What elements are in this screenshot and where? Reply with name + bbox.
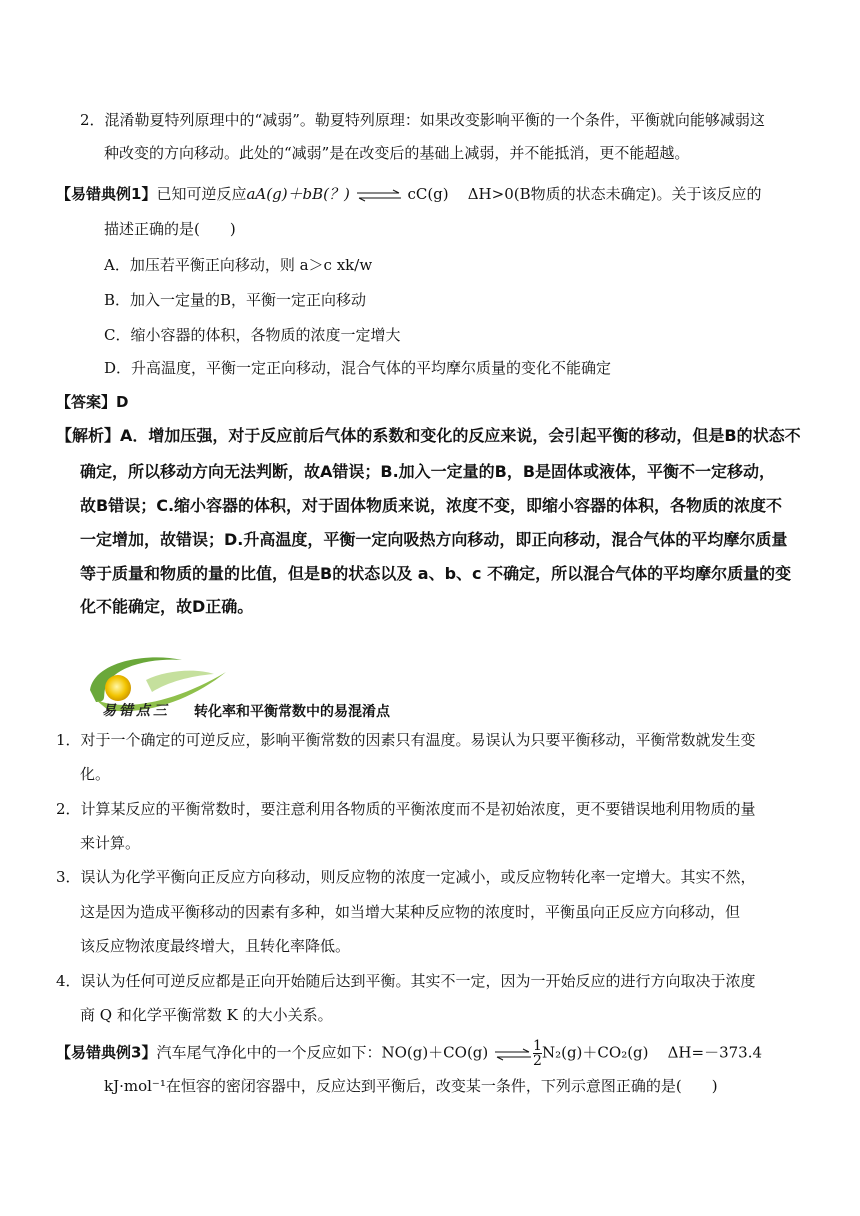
paragraph-2-line-2: 种改变的方向移动。此处的“减弱”是在改变后的基础上减弱，并不能抵消，更不能超越。 <box>104 144 690 162</box>
point-1-line-1: 1．对于一个确定的可逆反应，影响平衡常数的因素只有温度。易误认为只要平衡移动，平衡常数就发生变 <box>56 731 756 749</box>
paragraph-2-line-1: 2．混淆勒夏特列原理中的“减弱”。勒夏特列原理：如果改变影响平衡的一个条件，平衡就向能够减弱这 <box>80 111 765 129</box>
example-1-delta-h: ΔH>0(B物质的状态未确定)。关于该反应的 <box>467 185 762 203</box>
section-3-badge: 易错点三 <box>102 703 170 719</box>
example-1-intro: 已知可逆反应 <box>156 185 247 203</box>
example-1-eq-right: cC(g) <box>407 185 449 203</box>
analysis-line-5: 等于质量和物质的量的比值，但是B的状态以及 a、b、c 不确定，所以混合气体的平均摩尔质量的变 <box>80 564 792 583</box>
example-3-tag: 【易错典例3】 <box>56 1043 157 1062</box>
option-a: A．加压若平衡正向移动，则 a＞c xk/w <box>104 256 373 274</box>
analysis-line-3: 故B错误；C.缩小容器的体积，对于固体物质来说，浓度不变，即缩小容器的体积，各物质的浓度不 <box>80 496 783 515</box>
fraction-denominator: 2 <box>533 1053 542 1069</box>
analysis-line-1: 【解析】A．增加压强，对于反应前后气体的系数和变化的反应来说，会引起平衡的移动，但是B的状态不 <box>56 426 801 445</box>
equilibrium-arrow-icon <box>493 1047 533 1061</box>
analysis-line-2: 确定，所以移动方向无法判断，故A错误；B.加入一定量的B，B是固体或液体，平衡不一定移动， <box>80 462 776 481</box>
option-b: B．加入一定量的B，平衡一定正向移动 <box>104 291 367 309</box>
point-4-line-2: 商 Q 和化学平衡常数 K 的大小关系。 <box>80 1006 333 1024</box>
option-c: C．缩小容器的体积，各物质的浓度一定增大 <box>104 326 401 344</box>
point-3-line-3: 该反应物浓度最终增大，且转化率降低。 <box>80 937 351 955</box>
fraction-numerator: 1 <box>533 1038 542 1054</box>
example-1-tag: 【易错典例1】 <box>56 185 157 203</box>
point-1-line-2: 化。 <box>80 765 111 783</box>
equilibrium-arrow-icon <box>355 188 403 202</box>
example-3-line-1 <box>56 1039 762 1068</box>
answer: 【答案】D <box>56 393 129 411</box>
analysis-line-4: 一定增加，故错误；D.升高温度，平衡一定向吸热方向移动，即正向移动，混合气体的平均摩尔质量 <box>80 530 788 549</box>
example-1-line-2: 描述正确的是( ) <box>104 220 236 238</box>
point-2-line-1: 2．计算某反应的平衡常数时，要注意利用各物质的平衡浓度而不是初始浓度，更不要错误地利用物质的量 <box>56 800 756 818</box>
point-4-line-1: 4．误认为任何可逆反应都是正向开始随后达到平衡。其实不一定，因为一开始反应的进行方向取决于浓度 <box>56 972 756 990</box>
point-3-line-2: 这是因为造成平衡移动的因素有多种，如当增大某种反应物的浓度时，平衡虽向正反应方向移动，但 <box>80 903 741 921</box>
example-3-intro: 汽车尾气净化中的一个反应如下：NO(g)＋CO(g) <box>156 1043 489 1062</box>
section-3-title: 转化率和平衡常数中的易混淆点 <box>194 704 390 720</box>
example-3-delta-h: ΔH=－373.4 <box>667 1043 763 1062</box>
fraction-one-half <box>533 1039 542 1068</box>
example-1-line-1 <box>56 184 761 204</box>
example-3-products: N₂(g)＋CO₂(g) <box>541 1043 649 1062</box>
point-3-line-1: 3．误认为化学平衡向正反应方向移动，则反应物的浓度一定减小，或反应物转化率一定增大。其实不然， <box>56 868 756 886</box>
point-2-line-2: 来计算。 <box>80 834 141 852</box>
example-3-line-2: kJ·mol⁻¹在恒容的密闭容器中，反应达到平衡后，改变某一条件，下列示意图正确的是( ) <box>104 1077 718 1095</box>
option-d: D．升高温度，平衡一定正向移动，混合气体的平均摩尔质量的变化不能确定 <box>104 359 612 377</box>
analysis-line-6: 化不能确定，故D正确。 <box>80 597 254 616</box>
example-1-eq-left: aA(g)＋bB(？) <box>246 185 350 203</box>
